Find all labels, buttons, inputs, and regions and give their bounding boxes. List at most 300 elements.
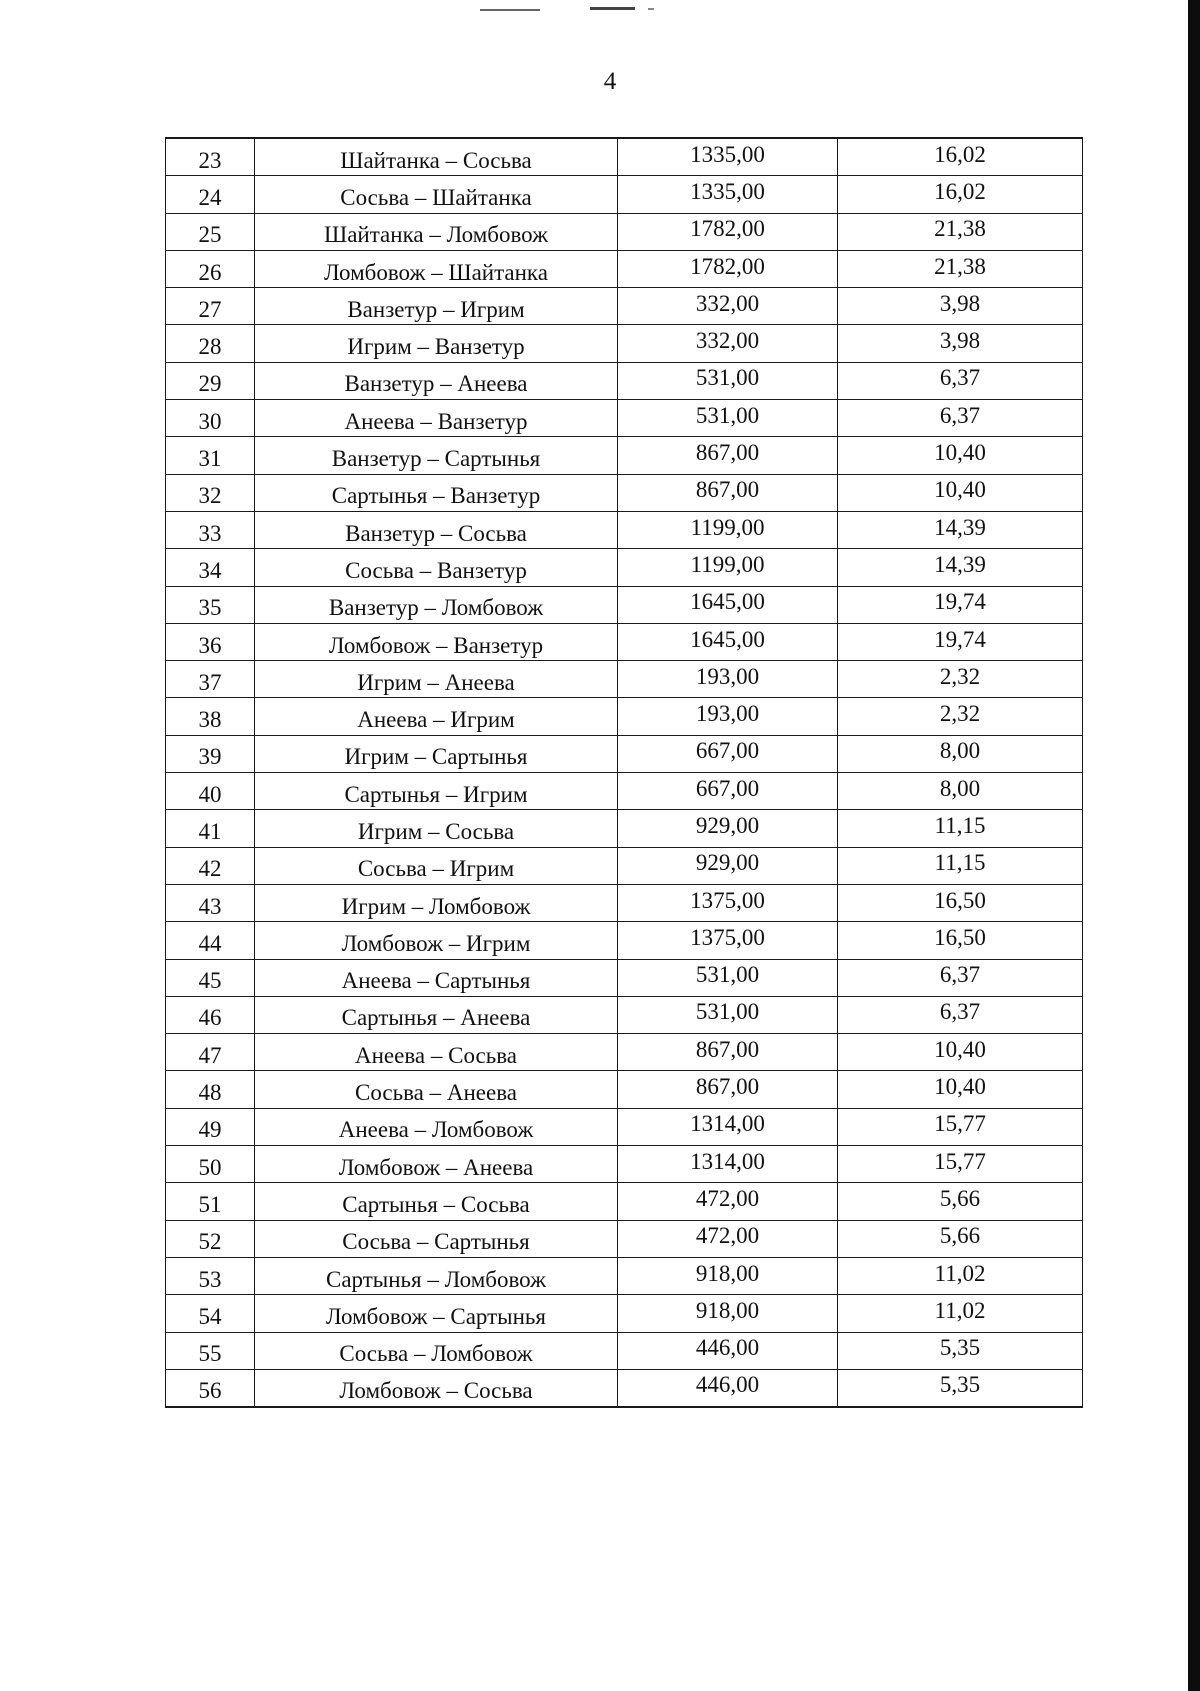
rate-cell <box>838 549 1083 586</box>
price-cell <box>618 437 838 474</box>
table-row <box>166 698 1083 735</box>
rate-cell-text: 5,66 <box>939 1223 981 1249</box>
route-cell-text: Сосьва – Анеева <box>355 1080 517 1106</box>
price-cell <box>618 1220 838 1257</box>
price-cell-text: 531,00 <box>695 365 760 391</box>
rate-cell-text: 6,37 <box>939 999 981 1025</box>
row-number-cell <box>166 400 255 437</box>
rate-cell <box>838 623 1083 660</box>
row-number-cell <box>166 1295 255 1332</box>
route-cell <box>255 810 618 847</box>
price-cell-text: 193,00 <box>695 663 760 689</box>
row-number-cell <box>166 698 255 735</box>
price-cell <box>618 1295 838 1332</box>
rate-cell <box>838 810 1083 847</box>
row-number-cell <box>166 1220 255 1257</box>
rate-cell <box>838 1220 1083 1257</box>
route-cell-text: Анеева – Сартынья <box>341 968 531 994</box>
route-cell <box>255 1220 618 1257</box>
row-number-cell-text: 26 <box>198 259 222 285</box>
price-cell-text: 472,00 <box>695 1185 760 1211</box>
price-cell <box>618 959 838 996</box>
price-cell <box>618 1369 838 1407</box>
route-cell <box>255 996 618 1033</box>
price-cell-text: 446,00 <box>695 1372 760 1398</box>
route-cell <box>255 959 618 996</box>
fare-table-body <box>166 138 1083 1407</box>
row-number-cell-text: 33 <box>198 520 222 546</box>
row-number-cell <box>166 773 255 810</box>
rate-cell <box>838 847 1083 884</box>
table-row <box>166 959 1083 996</box>
price-cell-text: 531,00 <box>695 999 760 1025</box>
rate-cell <box>838 325 1083 362</box>
price-cell <box>618 176 838 213</box>
route-cell <box>255 1257 618 1294</box>
rate-cell-text: 16,50 <box>934 887 986 913</box>
row-number-cell-text: 35 <box>198 595 222 621</box>
price-cell-text: 929,00 <box>695 812 760 838</box>
route-cell-text: Сосьва – Ванзетур <box>345 557 527 583</box>
price-cell <box>618 661 838 698</box>
price-cell <box>618 884 838 921</box>
route-cell <box>255 1295 618 1332</box>
rate-cell <box>838 884 1083 921</box>
rate-cell-text: 3,98 <box>939 328 981 354</box>
page-number: 4 <box>603 68 617 95</box>
table-row <box>166 1071 1083 1108</box>
row-number-cell-text: 23 <box>198 147 222 173</box>
price-cell <box>618 1034 838 1071</box>
route-cell-text: Ломбовож – Сосьва <box>339 1378 533 1404</box>
row-number-cell-text: 54 <box>198 1303 222 1329</box>
table-row <box>166 213 1083 250</box>
rate-cell-text: 16,50 <box>934 924 986 950</box>
price-cell <box>618 810 838 847</box>
route-cell-text: Сартынья – Сосьва <box>342 1191 530 1217</box>
route-cell <box>255 922 618 959</box>
table-row <box>166 1034 1083 1071</box>
route-cell <box>255 847 618 884</box>
rate-cell-text: 8,00 <box>939 775 981 801</box>
rate-cell-text: 14,39 <box>934 551 986 577</box>
price-cell <box>618 1108 838 1145</box>
table-row <box>166 250 1083 287</box>
route-cell <box>255 362 618 399</box>
route-cell-text: Игрим – Сосьва <box>357 818 515 844</box>
row-number-cell-text: 27 <box>198 296 222 322</box>
rate-cell-text: 6,37 <box>939 962 981 988</box>
rate-cell <box>838 1071 1083 1108</box>
fare-table <box>165 137 1083 1408</box>
price-cell-text: 446,00 <box>695 1335 760 1361</box>
row-number-cell <box>166 250 255 287</box>
table-row <box>166 810 1083 847</box>
rate-cell-text: 11,02 <box>934 1260 986 1286</box>
rate-cell <box>838 437 1083 474</box>
rate-cell-text: 3,98 <box>939 290 981 316</box>
row-number-cell <box>166 213 255 250</box>
route-cell-text: Игрим – Анеева <box>357 669 515 695</box>
row-number-cell-text: 30 <box>198 408 222 434</box>
table-row <box>166 735 1083 772</box>
row-number-cell <box>166 586 255 623</box>
table-row <box>166 1220 1083 1257</box>
route-cell-text: Шайтанка – Ломбовож <box>324 222 548 248</box>
price-cell-text: 531,00 <box>695 402 760 428</box>
row-number-cell <box>166 735 255 772</box>
rate-cell <box>838 511 1083 548</box>
row-number-cell <box>166 1332 255 1369</box>
route-cell <box>255 437 618 474</box>
row-number-cell-text: 51 <box>198 1191 222 1217</box>
row-number-cell <box>166 1257 255 1294</box>
price-cell-text: 1335,00 <box>690 178 765 204</box>
price-cell-text: 867,00 <box>695 1074 760 1100</box>
rate-cell-text: 15,77 <box>934 1148 986 1174</box>
route-cell <box>255 474 618 511</box>
table-row <box>166 362 1083 399</box>
table-row <box>166 773 1083 810</box>
route-cell-text: Сосьва – Шайтанка <box>340 184 532 210</box>
row-number-cell <box>166 474 255 511</box>
table-row <box>166 1108 1083 1145</box>
row-number-cell-text: 41 <box>198 818 222 844</box>
route-cell <box>255 288 618 325</box>
row-number-cell-text: 42 <box>198 856 222 882</box>
route-cell <box>255 400 618 437</box>
row-number-cell-text: 24 <box>198 184 222 210</box>
rate-cell <box>838 586 1083 623</box>
table-row <box>166 138 1083 176</box>
table-row <box>166 325 1083 362</box>
price-cell-text: 1314,00 <box>690 1111 765 1137</box>
table-row <box>166 1146 1083 1183</box>
row-number-cell-text: 47 <box>198 1042 222 1068</box>
price-cell-text: 1645,00 <box>690 626 765 652</box>
row-number-cell <box>166 437 255 474</box>
row-number-cell-text: 25 <box>198 222 222 248</box>
route-cell-text: Сосьва – Сартынья <box>342 1229 530 1255</box>
route-cell-text: Ванзетур – Анеева <box>344 371 528 397</box>
route-cell-text: Сосьва – Ломбовож <box>339 1341 533 1367</box>
route-cell <box>255 176 618 213</box>
price-cell-text: 1314,00 <box>690 1148 765 1174</box>
row-number-cell <box>166 1071 255 1108</box>
route-cell <box>255 325 618 362</box>
row-number-cell-text: 36 <box>198 632 222 658</box>
table-row <box>166 661 1083 698</box>
price-cell-text: 867,00 <box>695 1036 760 1062</box>
row-number-cell-text: 38 <box>198 707 222 733</box>
price-cell-text: 1335,00 <box>690 141 765 167</box>
rate-cell <box>838 1295 1083 1332</box>
row-number-cell-text: 32 <box>198 483 222 509</box>
table-row <box>166 549 1083 586</box>
route-cell <box>255 735 618 772</box>
price-cell-text: 1782,00 <box>690 253 765 279</box>
rate-cell <box>838 213 1083 250</box>
rate-cell-text: 16,02 <box>934 178 986 204</box>
rate-cell <box>838 176 1083 213</box>
rate-cell-text: 2,32 <box>939 663 981 689</box>
route-cell <box>255 1332 618 1369</box>
rate-cell <box>838 1257 1083 1294</box>
price-cell-text: 867,00 <box>695 440 760 466</box>
row-number-cell <box>166 847 255 884</box>
route-cell <box>255 1071 618 1108</box>
table-row <box>166 996 1083 1033</box>
route-cell <box>255 138 618 176</box>
price-cell-text: 929,00 <box>695 850 760 876</box>
price-cell-text: 918,00 <box>695 1260 760 1286</box>
route-cell-text: Ванзетур – Игрим <box>347 296 525 322</box>
price-cell <box>618 288 838 325</box>
price-cell-text: 193,00 <box>695 701 760 727</box>
route-cell <box>255 511 618 548</box>
table-row <box>166 1183 1083 1220</box>
price-cell-text: 1375,00 <box>690 887 765 913</box>
price-cell-text: 531,00 <box>695 962 760 988</box>
route-cell <box>255 549 618 586</box>
route-cell-text: Сартынья – Анеева <box>341 1005 531 1031</box>
route-cell-text: Ванзетур – Сосьва <box>345 520 527 546</box>
route-cell-text: Ломбовож – Сартынья <box>326 1303 546 1329</box>
row-number-cell-text: 55 <box>198 1341 222 1367</box>
table-row <box>166 400 1083 437</box>
route-cell <box>255 1183 618 1220</box>
rate-cell <box>838 1034 1083 1071</box>
row-number-cell-text: 45 <box>198 968 222 994</box>
price-cell <box>618 698 838 735</box>
row-number-cell-text: 53 <box>198 1266 222 1292</box>
rate-cell <box>838 288 1083 325</box>
rate-cell-text: 19,74 <box>934 626 986 652</box>
route-cell <box>255 1034 618 1071</box>
table-row <box>166 1257 1083 1294</box>
price-cell-text: 332,00 <box>695 290 760 316</box>
price-cell <box>618 511 838 548</box>
price-cell-text: 1782,00 <box>690 216 765 242</box>
table-row <box>166 847 1083 884</box>
price-cell-text: 472,00 <box>695 1223 760 1249</box>
row-number-cell-text: 34 <box>198 557 222 583</box>
price-cell-text: 1199,00 <box>690 551 765 577</box>
table-row <box>166 586 1083 623</box>
row-number-cell-text: 50 <box>198 1154 222 1180</box>
rate-cell <box>838 362 1083 399</box>
price-cell <box>618 250 838 287</box>
row-number-cell <box>166 1369 255 1407</box>
rate-cell <box>838 1146 1083 1183</box>
price-cell-text: 918,00 <box>695 1297 760 1323</box>
price-cell-text: 667,00 <box>695 775 760 801</box>
route-cell-text: Ломбовож – Шайтанка <box>324 259 548 285</box>
row-number-cell <box>166 810 255 847</box>
rate-cell <box>838 1369 1083 1407</box>
price-cell-text: 667,00 <box>695 738 760 764</box>
table-row <box>166 1369 1083 1407</box>
row-number-cell <box>166 362 255 399</box>
route-cell-text: Ломбовож – Анеева <box>338 1154 534 1180</box>
rate-cell <box>838 1183 1083 1220</box>
route-cell <box>255 623 618 660</box>
rate-cell <box>838 735 1083 772</box>
row-number-cell <box>166 1108 255 1145</box>
route-cell <box>255 250 618 287</box>
price-cell <box>618 362 838 399</box>
rate-cell-text: 11,15 <box>934 812 986 838</box>
rate-cell-text: 21,38 <box>934 253 986 279</box>
price-cell <box>618 1146 838 1183</box>
row-number-cell <box>166 1183 255 1220</box>
row-number-cell <box>166 661 255 698</box>
row-number-cell-text: 31 <box>198 446 222 472</box>
route-cell-text: Анеева – Сосьва <box>355 1042 517 1068</box>
rate-cell <box>838 698 1083 735</box>
rate-cell-text: 15,77 <box>934 1111 986 1137</box>
rate-cell-text: 19,74 <box>934 589 986 615</box>
rate-cell <box>838 400 1083 437</box>
row-number-cell <box>166 511 255 548</box>
row-number-cell <box>166 176 255 213</box>
rate-cell <box>838 1108 1083 1145</box>
price-cell-text: 1645,00 <box>690 589 765 615</box>
row-number-cell-text: 43 <box>198 893 222 919</box>
table-row <box>166 1295 1083 1332</box>
table-row <box>166 922 1083 959</box>
rate-cell-text: 21,38 <box>934 216 986 242</box>
route-cell-text: Сартынья – Ванзетур <box>331 483 541 509</box>
price-cell <box>618 213 838 250</box>
route-cell-text: Сосьва – Игрим <box>357 856 515 882</box>
row-number-cell <box>166 549 255 586</box>
table-row <box>166 474 1083 511</box>
rate-cell <box>838 474 1083 511</box>
route-cell <box>255 773 618 810</box>
table-row <box>166 623 1083 660</box>
table-row <box>166 884 1083 921</box>
rate-cell-text: 5,66 <box>939 1185 981 1211</box>
row-number-cell-text: 40 <box>198 781 222 807</box>
table-row <box>166 176 1083 213</box>
route-cell <box>255 586 618 623</box>
rate-cell-text: 6,37 <box>939 365 981 391</box>
route-cell-text: Игрим – Ломбовож <box>341 893 531 919</box>
price-cell <box>618 735 838 772</box>
price-cell <box>618 474 838 511</box>
route-cell-text: Анеева – Ванзетур <box>344 408 528 434</box>
route-cell-text: Анеева – Ломбовож <box>338 1117 534 1143</box>
route-cell-text: Ломбовож – Ванзетур <box>328 632 544 658</box>
rate-cell <box>838 1332 1083 1369</box>
price-cell <box>618 138 838 176</box>
row-number-cell-text: 46 <box>198 1005 222 1031</box>
route-cell-text: Игрим – Ванзетур <box>347 334 525 360</box>
row-number-cell <box>166 623 255 660</box>
rate-cell <box>838 922 1083 959</box>
scan-noise <box>480 4 740 18</box>
row-number-cell <box>166 325 255 362</box>
route-cell <box>255 661 618 698</box>
price-cell <box>618 549 838 586</box>
price-cell <box>618 325 838 362</box>
route-cell <box>255 698 618 735</box>
route-cell-text: Ломбовож – Игрим <box>341 930 531 956</box>
row-number-cell <box>166 884 255 921</box>
rate-cell <box>838 138 1083 176</box>
row-number-cell <box>166 1146 255 1183</box>
price-cell <box>618 623 838 660</box>
rate-cell-text: 10,40 <box>934 440 986 466</box>
price-cell-text: 1199,00 <box>690 514 765 540</box>
rate-cell-text: 8,00 <box>939 738 981 764</box>
rate-cell-text: 10,40 <box>934 1074 986 1100</box>
row-number-cell-text: 28 <box>198 334 222 360</box>
rate-cell <box>838 996 1083 1033</box>
price-cell <box>618 586 838 623</box>
row-number-cell <box>166 138 255 176</box>
rate-cell-text: 10,40 <box>934 1036 986 1062</box>
price-cell <box>618 400 838 437</box>
route-cell-text: Анеева – Игрим <box>357 707 515 733</box>
row-number-cell <box>166 288 255 325</box>
rate-cell-text: 16,02 <box>934 141 986 167</box>
price-cell-text: 867,00 <box>695 477 760 503</box>
rate-cell-text: 10,40 <box>934 477 986 503</box>
row-number-cell-text: 37 <box>198 669 222 695</box>
rate-cell-text: 11,02 <box>934 1297 986 1323</box>
row-number-cell <box>166 922 255 959</box>
price-cell <box>618 847 838 884</box>
price-cell <box>618 996 838 1033</box>
price-cell <box>618 1071 838 1108</box>
row-number-cell-text: 39 <box>198 744 222 770</box>
route-cell-text: Шайтанка – Сосьва <box>340 147 532 173</box>
price-cell-text: 332,00 <box>695 328 760 354</box>
route-cell-text: Ванзетур – Сартынья <box>331 446 541 472</box>
rate-cell-text: 5,35 <box>939 1335 981 1361</box>
route-cell-text: Ванзетур – Ломбовож <box>328 595 544 621</box>
route-cell <box>255 884 618 921</box>
price-cell <box>618 922 838 959</box>
route-cell <box>255 1146 618 1183</box>
route-cell-text: Игрим – Сартынья <box>344 744 528 770</box>
row-number-cell-text: 56 <box>198 1378 222 1404</box>
table-row <box>166 288 1083 325</box>
table-row <box>166 511 1083 548</box>
rate-cell <box>838 959 1083 996</box>
scan-edge-shadow <box>1188 0 1200 1691</box>
row-number-cell <box>166 959 255 996</box>
rate-cell-text: 5,35 <box>939 1372 981 1398</box>
row-number-cell-text: 44 <box>198 930 222 956</box>
price-cell <box>618 1257 838 1294</box>
row-number-cell-text: 49 <box>198 1117 222 1143</box>
price-cell <box>618 1183 838 1220</box>
rate-cell-text: 14,39 <box>934 514 986 540</box>
route-cell <box>255 213 618 250</box>
route-cell-text: Сартынья – Ломбовож <box>326 1266 546 1292</box>
row-number-cell <box>166 996 255 1033</box>
route-cell <box>255 1108 618 1145</box>
rate-cell <box>838 250 1083 287</box>
row-number-cell-text: 29 <box>198 371 222 397</box>
price-cell-text: 1375,00 <box>690 924 765 950</box>
rate-cell-text: 2,32 <box>939 701 981 727</box>
rate-cell <box>838 661 1083 698</box>
price-cell <box>618 773 838 810</box>
